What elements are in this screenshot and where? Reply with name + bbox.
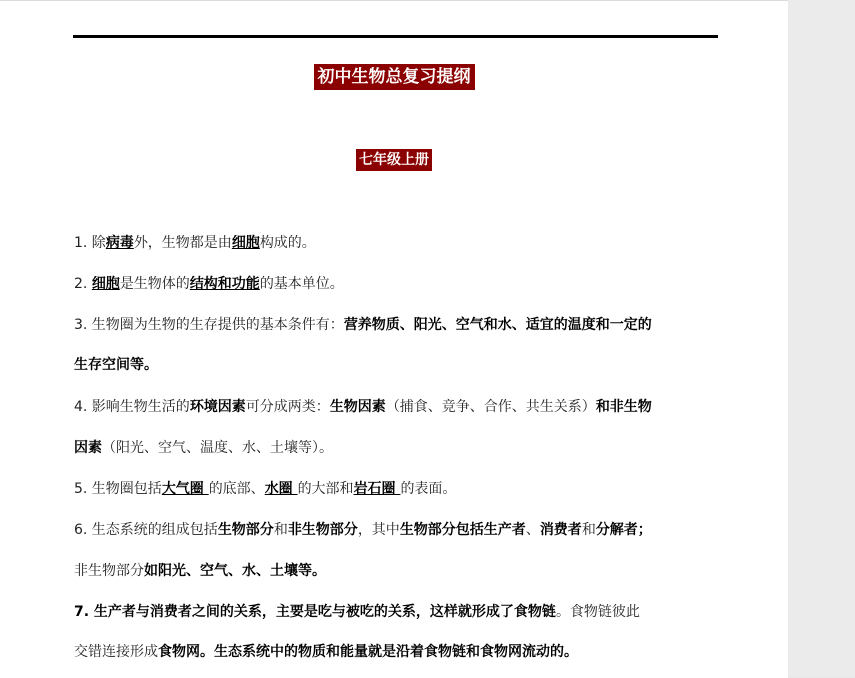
text-line: [74, 642, 724, 662]
emphasis-text: 分解者；: [595, 522, 652, 538]
viewer-gutter: [788, 0, 855, 677]
emphasis-text: 食物网。生态系统中的物质和能量就是沿着食物链和食物网流动的。: [158, 644, 578, 660]
emphasis-text: 大气圈: [161, 481, 209, 497]
emphasis-text: 生物因素: [329, 399, 386, 415]
emphasis-text: 营养物质、阳光、空气和水、适宜的温度和一定的: [343, 317, 652, 333]
text-segment: 非生物部分: [74, 563, 144, 579]
text-segment: 外，生物都是由: [133, 235, 232, 251]
text-line: [74, 561, 724, 581]
text-segment: 的表面。: [400, 481, 457, 497]
text-line: [74, 438, 724, 458]
text-segment: 、: [525, 522, 540, 538]
text-segment: 5. 生物圈包括: [74, 481, 162, 497]
emphasis-text: 生物部分: [217, 522, 274, 538]
emphasis-text: 如阳光、空气、水、土壤等。: [144, 563, 326, 579]
text-line: [74, 397, 724, 417]
emphasis-text: 细胞: [231, 235, 260, 251]
emphasis-text: 结构和功能: [189, 276, 260, 292]
text-segment: ，其中: [357, 522, 400, 538]
emphasis-text: 生物部分包括生产者: [399, 522, 526, 538]
text-segment: 4. 影响生物生活的: [74, 399, 190, 415]
header-rule: [73, 35, 718, 38]
emphasis-text: 和非生物: [595, 399, 652, 415]
subtitle-block: [0, 149, 788, 169]
emphasis-text: 岩石圈: [353, 481, 401, 497]
emphasis-text: 消费者: [539, 522, 582, 538]
emphasis-text: 因素: [74, 440, 102, 456]
emphasis-text: 生存空间等。: [74, 357, 158, 373]
text-segment: 和: [273, 522, 288, 538]
text-segment: 的底部、: [208, 481, 265, 497]
emphasis-text: 病毒: [105, 235, 134, 251]
text-segment: （捕食、竞争、合作、共生关系）: [385, 399, 596, 415]
text-segment: 6. 生态系统的组成包括: [74, 522, 218, 538]
emphasis-text: 水圈: [264, 481, 298, 497]
text-segment: 和: [581, 522, 596, 538]
text-line: [74, 479, 724, 499]
emphasis-text: 7. 生产者与消费者之间的关系，主要是吃与被吃的关系，这样就形成了食物链: [74, 604, 556, 620]
emphasis-text: 环境因素: [189, 399, 246, 415]
text-line: [74, 274, 724, 294]
text-segment: （阳光、空气、温度、水、土壤等）。: [102, 440, 333, 456]
text-segment: 3. 生物圈为生物的生存提供的基本条件有：: [74, 317, 344, 333]
text-line: [74, 602, 724, 622]
text-line: [74, 520, 724, 540]
text-segment: 的大部和: [297, 481, 354, 497]
text-segment: 1. 除: [74, 235, 106, 251]
text-segment: 。食物链彼此: [555, 604, 640, 620]
section-subtitle: 七年级上册: [356, 149, 432, 171]
text-segment: 2.: [74, 276, 92, 292]
emphasis-text: 非生物部分: [287, 522, 358, 538]
emphasis-text: 细胞: [91, 276, 120, 292]
text-line: [74, 233, 724, 253]
text-segment: 可分成两类：: [245, 399, 330, 415]
text-line: [74, 355, 724, 375]
text-segment: 的基本单位。: [259, 276, 344, 292]
text-segment: 交错连接形成: [74, 644, 158, 660]
text-line: [74, 315, 724, 335]
text-segment: 构成的。: [259, 235, 316, 251]
text-segment: 是生物体的: [119, 276, 190, 292]
title-block: [0, 62, 788, 87]
document-title: 初中生物总复习提纲: [314, 64, 475, 90]
